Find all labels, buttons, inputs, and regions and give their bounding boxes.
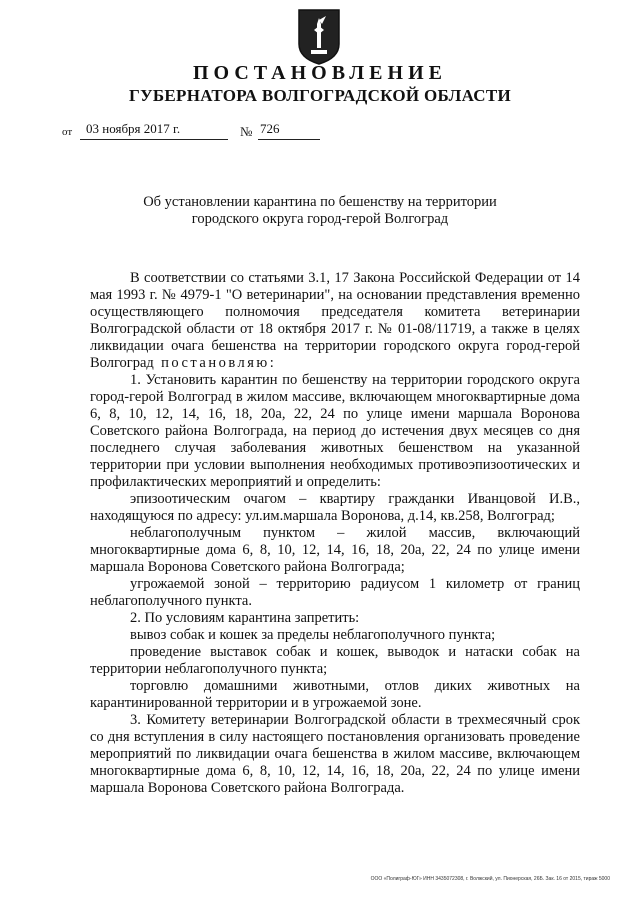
document-title: ПОСТАНОВЛЕНИЕ [193, 62, 447, 84]
date-underline [80, 139, 228, 140]
paragraph-threatened-zone: угрожаемой зоной – территорию радиусом 1 километр от границ неблагополучного пункта. [90, 576, 580, 609]
decree-word: постановляю: [161, 355, 277, 371]
paragraph-ban-trade: торговлю домашними животными, отлов диких животных на карантинированной территории и в угрожаемой зоне. [90, 678, 580, 711]
paragraph-unfavorable-point: неблагополучным пунктом – жилой массив, включающий многоквартирные дома 6, 8, 10, 12, 14, 16, 18, 20а, 22, 24 по улице имени маршала Воронова Советского района Волгограда; [90, 525, 580, 575]
printer-imprint: ООО «Полиграф-ЮГ» ИНН 3435072308, г. Волжский, ул. Пионерская, 26Б. Зак. 16 от 2015, тираж 5000 [370, 876, 610, 882]
paragraph-item-1: 1. Установить карантин по бешенству на территории городского округа город-герой Волгоград в жилом массиве, включающем многоквартирные дома 6, 8, 10, 12, 14, 16, 18, 20а, 22, 24 по улице имени маршала Воронова Советского района Волгограда, на период до истечения двух месяцев со дня последнего случая заболевания животных бешенством на указанной территории при условии выполнения необходимых противоэпизоотических и профилактических мероприятий и определить: [90, 372, 580, 490]
document-date: 03 ноября 2017 г. [86, 121, 181, 136]
subject-line-1: Об установлении карантина по бешенству на территории [143, 194, 497, 210]
subject-line-2: городского округа город-герой Волгоград [191, 211, 449, 227]
coat-of-arms-icon [296, 8, 342, 66]
paragraph-item-3: 3. Комитету ветеринарии Волгоградской области в трехмесячный срок со дня вступления в силу настоящего постановления организовать проведение мероприятий по ликвидации очага бешенства в жилом массиве, включающем многоквартирные дома 6, 8, 10, 12, 14, 16, 18, 20а, 22, 24 по улице имени маршала Воронова Советского района Волгограда. [90, 712, 580, 796]
paragraph-epizootic-focus: эпизоотическим очагом – квартиру гражданки Иванцовой И.В., находящуюся по адресу: ул.им.маршала Воронова, д.14, кв.258, Волгоград; [90, 491, 580, 524]
paragraph-ban-exhibitions: проведение выставок собак и кошек, выводок и натаски собак на территории неблагополучного пункта; [90, 644, 580, 677]
document-subtitle: ГУБЕРНАТОРА ВОЛГОГРАДСКОЙ ОБЛАСТИ [128, 86, 512, 105]
document-body [90, 270, 580, 797]
paragraph-ban-export: вывоз собак и кошек за пределы неблагополучного пункта; [130, 627, 496, 643]
document-number: 726 [260, 121, 280, 136]
number-label: № [240, 124, 253, 139]
date-label: от [62, 126, 73, 138]
document-subject [0, 194, 640, 228]
paragraph-item-2: 2. По условиям карантина запретить: [130, 610, 360, 626]
number-underline [258, 139, 320, 140]
preamble-text: В соответствии со статьями 3.1, 17 Закона Российской Федерации от 14 мая 1993 г. № 4979-1 "О ветеринарии", на основании представления временно осуществляющего полномочия председателя комитета ветеринарии Волгоградской области от 18 октября 2017 г. № 01-08/11719, а также в целях ликвидации очага бешенства на территории городского округа город-герой Волгоград [90, 270, 580, 371]
paragraph-preamble [90, 270, 580, 372]
